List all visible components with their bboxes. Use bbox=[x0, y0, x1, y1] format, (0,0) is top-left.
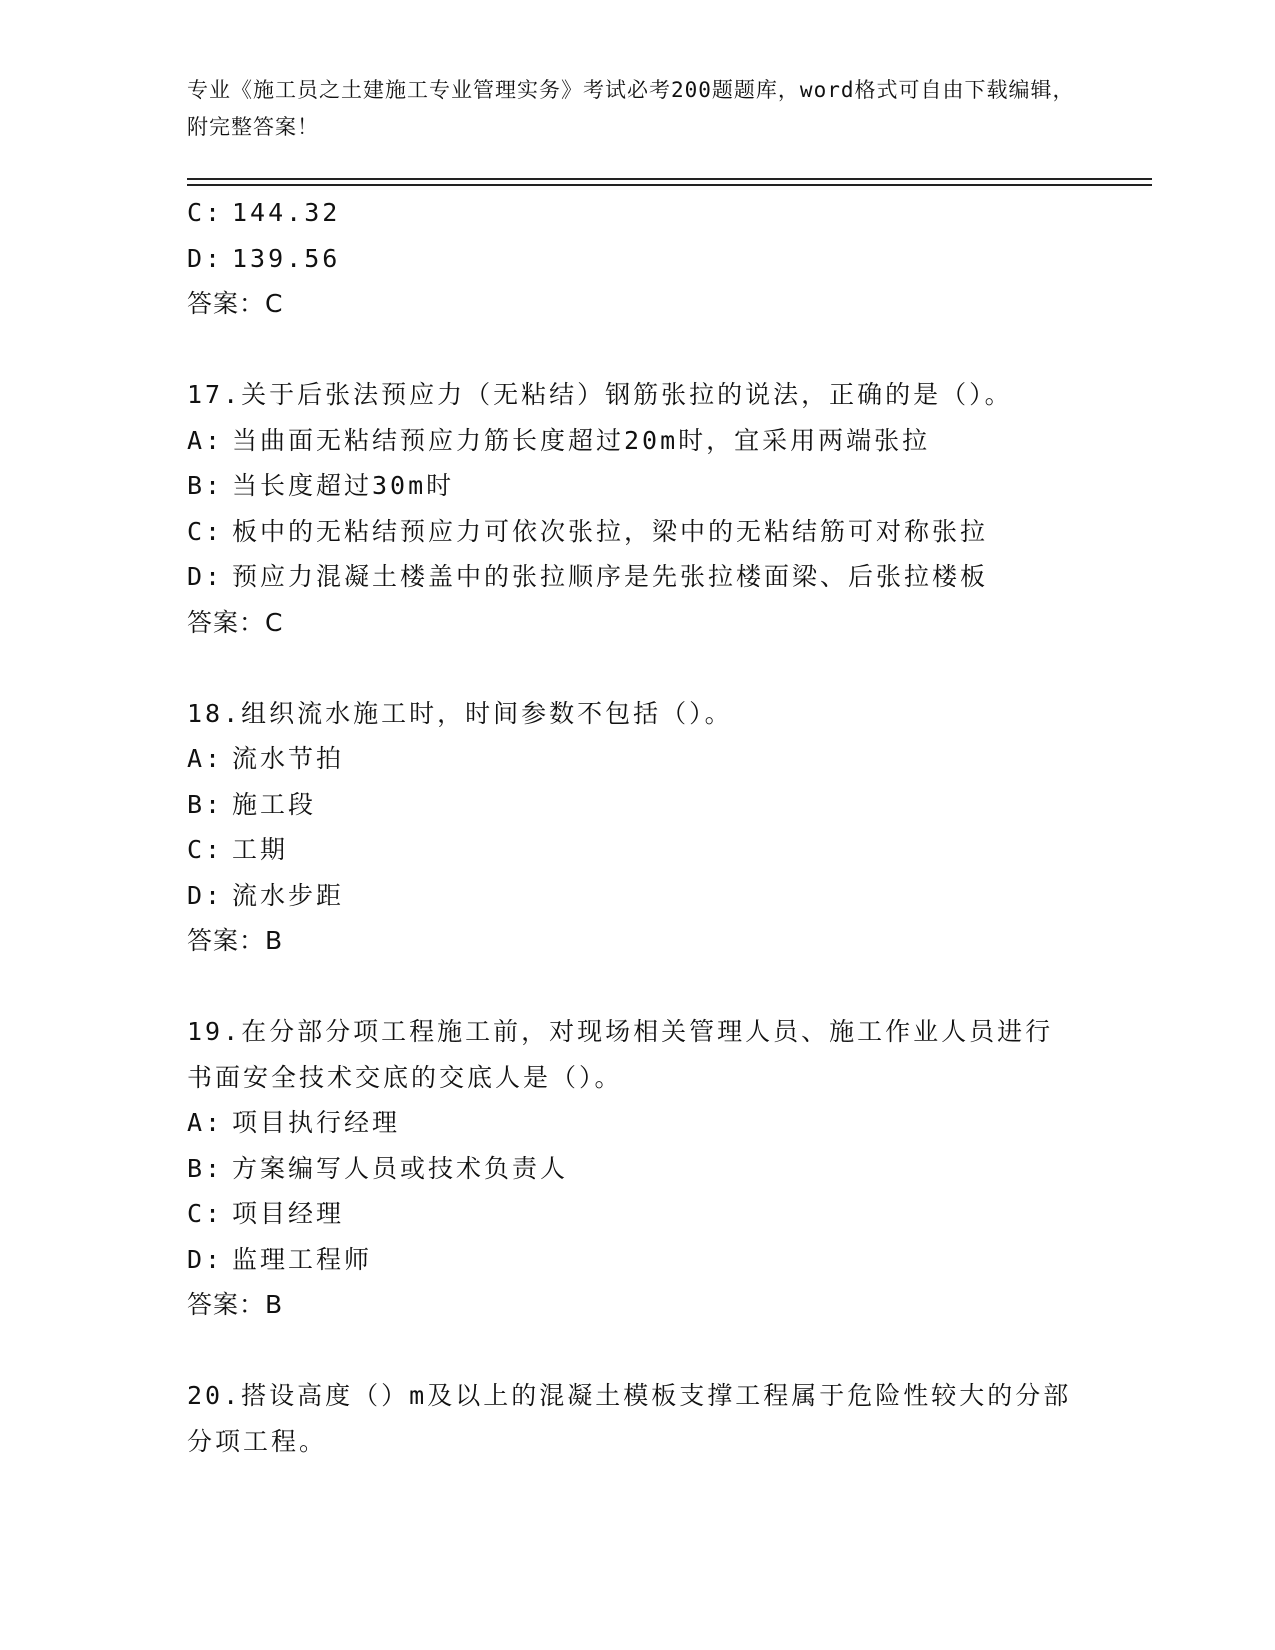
header-divider-secondary bbox=[187, 184, 1152, 186]
question-19 bbox=[187, 1009, 1187, 1328]
option-c bbox=[187, 509, 1187, 555]
option-text: 144.32 bbox=[232, 198, 341, 227]
header-divider bbox=[187, 178, 1152, 180]
option-text: 监理工程师 bbox=[232, 1244, 373, 1274]
page-header: 专业《施工员之土建施工专业管理实务》考试必考200题题库，word格式可自由下载编辑，附完整答案！ bbox=[187, 78, 1075, 139]
option-key: A: bbox=[187, 744, 224, 773]
question-stem: 17.关于后张法预应力（无粘结）钢筋张拉的说法，正确的是（）。 bbox=[187, 380, 1013, 409]
option-text: 板中的无粘结预应力可依次张拉，梁中的无粘结筋可对称张拉 bbox=[232, 516, 989, 546]
option-text: 施工段 bbox=[232, 789, 317, 819]
spacer bbox=[187, 645, 1187, 691]
option-text: 项目经理 bbox=[232, 1199, 345, 1228]
option-text: 当曲面无粘结预应力筋长度超过20m时，宜采用两端张拉 bbox=[232, 425, 931, 455]
spacer bbox=[187, 964, 1187, 1010]
option-c bbox=[187, 1191, 1187, 1237]
option-key: C: bbox=[187, 1199, 224, 1228]
spacer bbox=[187, 1328, 1187, 1374]
option-key: C: bbox=[187, 516, 224, 546]
option-c bbox=[187, 827, 1187, 873]
option-key: B: bbox=[187, 471, 224, 500]
answer-line: 答案：C bbox=[187, 289, 284, 318]
option-key: A: bbox=[187, 1108, 224, 1137]
question-stem: 20.搭设高度（）m及以上的混凝土模板支撑工程属于危险性较大的分部分项工程。 bbox=[187, 1381, 1072, 1456]
option-a bbox=[187, 418, 1187, 464]
option-key: D: bbox=[187, 243, 224, 273]
option-text: 流水节拍 bbox=[232, 744, 345, 773]
option-key: D: bbox=[187, 880, 224, 910]
option-text: 预应力混凝土楼盖中的张拉顺序是先张拉楼面梁、后张拉楼板 bbox=[232, 562, 989, 591]
answer-line: 答案：B bbox=[187, 926, 284, 955]
question-stem: 18.组织流水施工时，时间参数不包括（）。 bbox=[187, 698, 733, 728]
option-b bbox=[187, 463, 1187, 509]
option-key: D: bbox=[187, 562, 224, 591]
option-d bbox=[187, 1237, 1187, 1283]
option-key: B: bbox=[187, 789, 224, 819]
option-key: B: bbox=[187, 1153, 224, 1183]
option-b bbox=[187, 1146, 1187, 1192]
answer-line: 答案：B bbox=[187, 1290, 284, 1319]
option-d bbox=[187, 554, 1187, 600]
question-stem: 19.在分部分项工程施工前，对现场相关管理人员、施工作业人员进行书面安全技术交底的交底人是（）。 bbox=[187, 1017, 1054, 1092]
option-text: 项目执行经理 bbox=[232, 1108, 401, 1137]
option-d bbox=[187, 236, 1187, 282]
option-a bbox=[187, 736, 1187, 782]
option-text: 139.56 bbox=[232, 243, 341, 273]
question-17 bbox=[187, 372, 1187, 645]
option-text: 方案编写人员或技术负责人 bbox=[232, 1153, 569, 1183]
option-key: C: bbox=[187, 835, 224, 864]
option-d bbox=[187, 873, 1187, 919]
spacer bbox=[187, 327, 1187, 373]
option-text: 当长度超过30m时 bbox=[232, 471, 455, 500]
option-key: D: bbox=[187, 1244, 224, 1274]
option-text: 流水步距 bbox=[232, 880, 345, 910]
option-c bbox=[187, 190, 1187, 236]
option-b bbox=[187, 782, 1187, 828]
question-content bbox=[187, 190, 1187, 1464]
option-key: A: bbox=[187, 425, 224, 455]
option-text: 工期 bbox=[232, 835, 289, 864]
question-20 bbox=[187, 1373, 1187, 1464]
answer-line: 答案：C bbox=[187, 607, 284, 637]
option-a bbox=[187, 1100, 1187, 1146]
option-key: C: bbox=[187, 198, 224, 227]
question-18 bbox=[187, 691, 1187, 964]
